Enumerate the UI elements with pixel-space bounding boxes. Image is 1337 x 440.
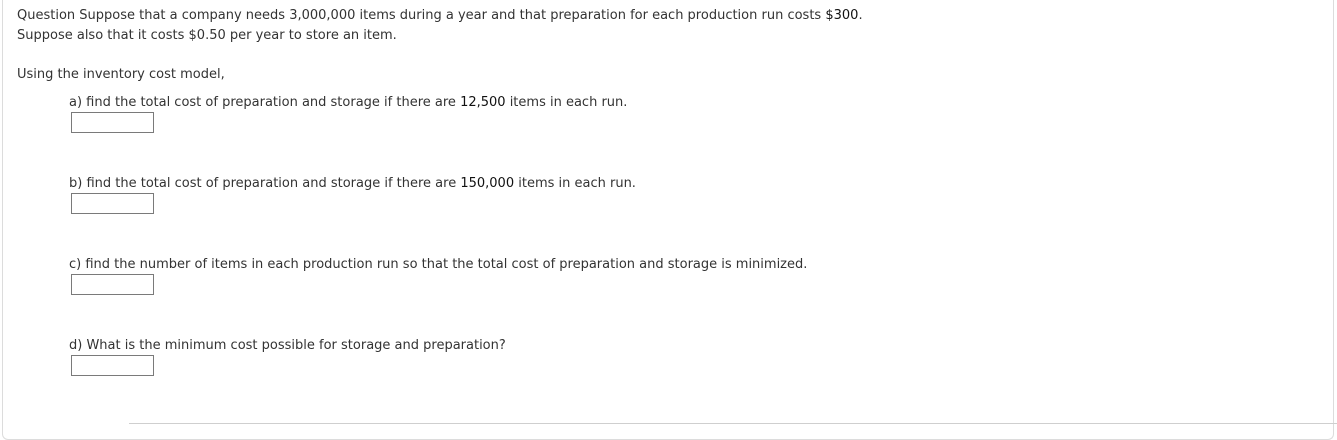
bottom-divider <box>129 423 1337 424</box>
part-a-items-value: 12,500 <box>460 95 506 110</box>
part-b-text: b) find the total cost of preparation and storage if there are <box>69 176 461 191</box>
part-c-answer-input[interactable] <box>71 274 154 295</box>
part-c-prompt: c) find the number of items in each production run so that the total cost of preparation and storage is minimized. <box>69 257 808 272</box>
question-card <box>2 0 1334 440</box>
part-a-prompt <box>69 95 627 111</box>
question-line-1 <box>17 8 863 24</box>
part-b-items-value: 150,000 <box>460 176 515 191</box>
part-b-answer-input[interactable] <box>71 193 154 214</box>
question-intro: Using the inventory cost model, <box>17 67 225 82</box>
part-a-answer-input[interactable] <box>71 112 154 133</box>
part-b-prompt <box>69 176 636 192</box>
preparation-cost-value: $300 <box>825 8 859 23</box>
part-a-text-end: items in each run. <box>505 95 628 110</box>
part-a-text: a) find the total cost of preparation and storage if there are <box>69 95 461 110</box>
part-b-text-end: items in each run. <box>514 176 636 191</box>
question-line-1-text: Question Suppose that a company needs 3,000,000 items during a year and that preparation for each production run costs <box>17 8 826 23</box>
part-d-answer-input[interactable] <box>71 355 154 376</box>
question-line-1-end: . <box>858 8 863 23</box>
question-line-2: Suppose also that it costs $0.50 per year to store an item. <box>17 28 397 43</box>
part-d-prompt: d) What is the minimum cost possible for storage and preparation? <box>69 338 506 353</box>
